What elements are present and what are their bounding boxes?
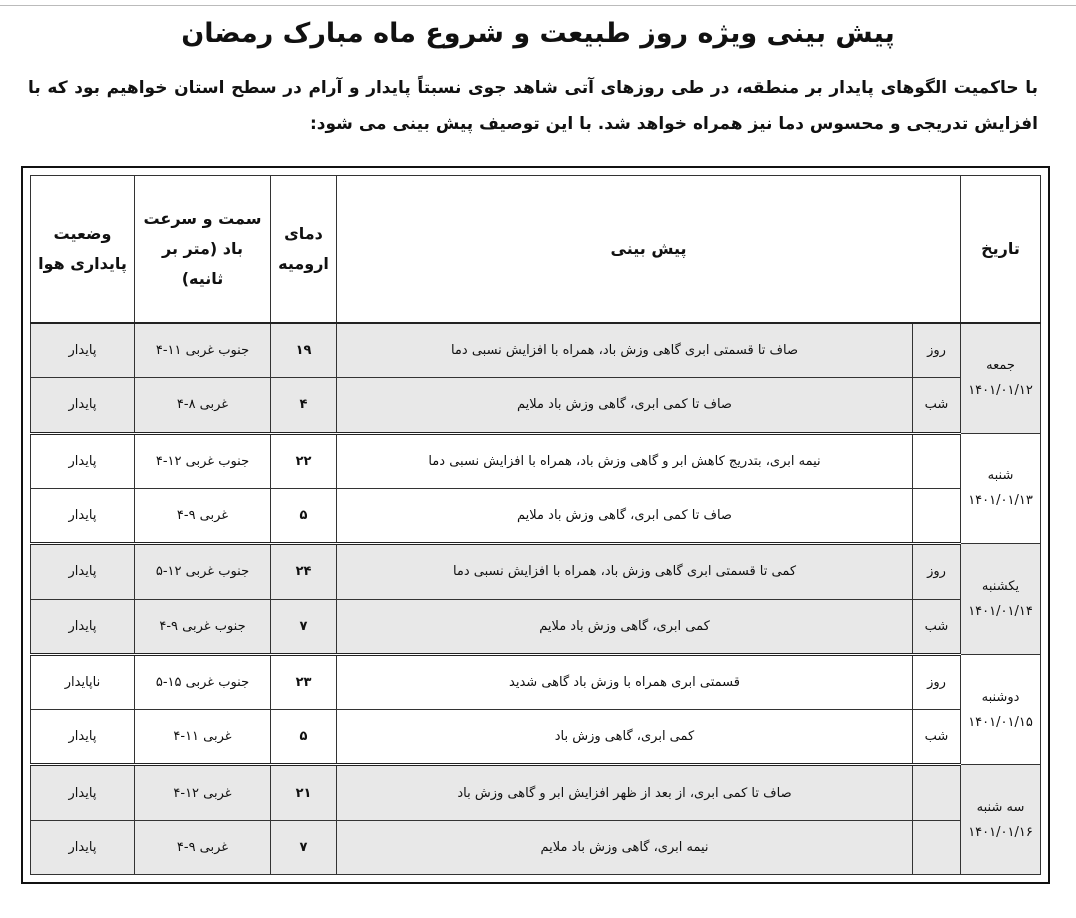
date: ۱۴۰۱/۰۱/۱۳	[968, 493, 1033, 509]
stability: پایدار	[31, 323, 135, 378]
period: روز	[913, 323, 961, 378]
forecast-text: کمی ابری، گاهی وزش باد ملایم	[337, 599, 913, 654]
period: شب	[913, 710, 961, 765]
weekday: جمعه	[986, 358, 1015, 374]
temperature: ۲۱	[271, 765, 337, 820]
stability: پایدار	[31, 433, 135, 488]
forecast-text: صاف تا کمی ابری، از بعد از ظهر افزایش ابر و گاهی وزش باد	[337, 765, 913, 820]
table-row	[31, 710, 1041, 765]
top-divider	[0, 5, 1076, 6]
wind: غربی ۹-۴	[135, 488, 271, 543]
table-row	[31, 433, 1041, 488]
date-cell	[961, 654, 1041, 765]
weekday: دوشنبه	[981, 689, 1020, 705]
wind: غربی ۸-۴	[135, 378, 271, 433]
table-row	[31, 323, 1041, 378]
date-cell	[961, 323, 1041, 433]
table-header-row	[31, 176, 1041, 324]
date-cell	[961, 433, 1041, 544]
page-title: پیش بینی ویژه روز طبیعت و شروع ماه مبارک رمضان	[181, 18, 895, 49]
wind: جنوب غربی ۱۲-۴	[135, 433, 271, 488]
temperature: ۵	[271, 488, 337, 543]
table-row	[31, 654, 1041, 709]
period	[913, 765, 961, 820]
stability: پایدار	[31, 378, 135, 433]
stability: پایدار	[31, 544, 135, 599]
wind: غربی ۱۲-۴	[135, 765, 271, 820]
forecast-text: صاف تا کمی ابری، گاهی وزش باد ملایم	[337, 378, 913, 433]
period: شب	[913, 378, 961, 433]
table-row	[31, 544, 1041, 599]
stability: پایدار	[31, 820, 135, 874]
temperature: ۲۲	[271, 433, 337, 488]
header-stability: وضعیت پایداری هوا	[31, 176, 135, 324]
header-forecast: پیش بینی	[337, 176, 961, 324]
temperature: ۲۴	[271, 544, 337, 599]
forecast-text: صاف تا کمی ابری، گاهی وزش باد ملایم	[337, 488, 913, 543]
forecast-text: صاف تا قسمتی ابری گاهی وزش باد، همراه با افزایش نسبی دما	[337, 323, 913, 378]
date: ۱۴۰۱/۰۱/۱۵	[968, 714, 1033, 730]
header-date: تاریخ	[961, 176, 1041, 324]
period	[913, 488, 961, 543]
wind: غربی ۹-۴	[135, 820, 271, 874]
stability: پایدار	[31, 710, 135, 765]
wind: جنوب غربی ۱۱-۴	[135, 323, 271, 378]
stability: ناپایدار	[31, 654, 135, 709]
date-cell	[961, 544, 1041, 655]
wind: جنوب غربی ۹-۴	[135, 599, 271, 654]
date: ۱۴۰۱/۰۱/۱۶	[968, 824, 1033, 840]
date-cell	[961, 765, 1041, 875]
header-temp: دمای ارومیه	[271, 176, 337, 324]
table-row	[31, 378, 1041, 433]
weekday: سه شنبه	[976, 799, 1025, 815]
forecast-text: کمی تا قسمتی ابری گاهی وزش باد، همراه با افزایش نسبی دما	[337, 544, 913, 599]
temperature: ۷	[271, 820, 337, 874]
stability: پایدار	[31, 765, 135, 820]
date: ۱۴۰۱/۰۱/۱۴	[968, 604, 1033, 619]
stability: پایدار	[31, 599, 135, 654]
period: شب	[913, 599, 961, 654]
table-row	[31, 820, 1041, 874]
forecast-text: نیمه ابری، بتدریج کاهش ابر و گاهی وزش باد، همراه با افزایش نسبی دما	[337, 433, 913, 488]
date: ۱۴۰۱/۰۱/۱۲	[968, 383, 1033, 399]
temperature: ۴	[271, 378, 337, 433]
table-row	[31, 599, 1041, 654]
wind: جنوب غربی ۱۲-۵	[135, 544, 271, 599]
forecast-table-frame	[21, 166, 1050, 884]
temperature: ۵	[271, 710, 337, 765]
forecast-table	[30, 175, 1041, 875]
weekday: شنبه	[987, 468, 1014, 484]
table-row	[31, 765, 1041, 820]
period	[913, 433, 961, 488]
temperature: ۲۳	[271, 654, 337, 709]
header-wind: سمت و سرعت باد (متر بر ثانیه)	[135, 176, 271, 324]
weekday: یکشنبه	[981, 579, 1020, 594]
period	[913, 820, 961, 874]
forecast-text: نیمه ابری، گاهی وزش باد ملایم	[337, 820, 913, 874]
intro-paragraph: با حاکمیت الگوهای پایدار بر منطقه، در طی روزهای آتی شاهد جوی نسبتاً پایدار و آرام در سطح استان خواهیم بود که با افزایش تدریجی و محسوس دما نیز همراه خواهد شد. با این توصیف پیش بینی می شود:	[28, 78, 1038, 134]
period: روز	[913, 654, 961, 709]
wind: غربی ۱۱-۴	[135, 710, 271, 765]
forecast-text: کمی ابری، گاهی وزش باد	[337, 710, 913, 765]
table-row	[31, 488, 1041, 543]
temperature: ۱۹	[271, 323, 337, 378]
temperature: ۷	[271, 599, 337, 654]
forecast-text: قسمتی ابری همراه با وزش باد گاهی شدید	[337, 654, 913, 709]
stability: پایدار	[31, 488, 135, 543]
period: روز	[913, 544, 961, 599]
wind: جنوب غربی ۱۵-۵	[135, 654, 271, 709]
